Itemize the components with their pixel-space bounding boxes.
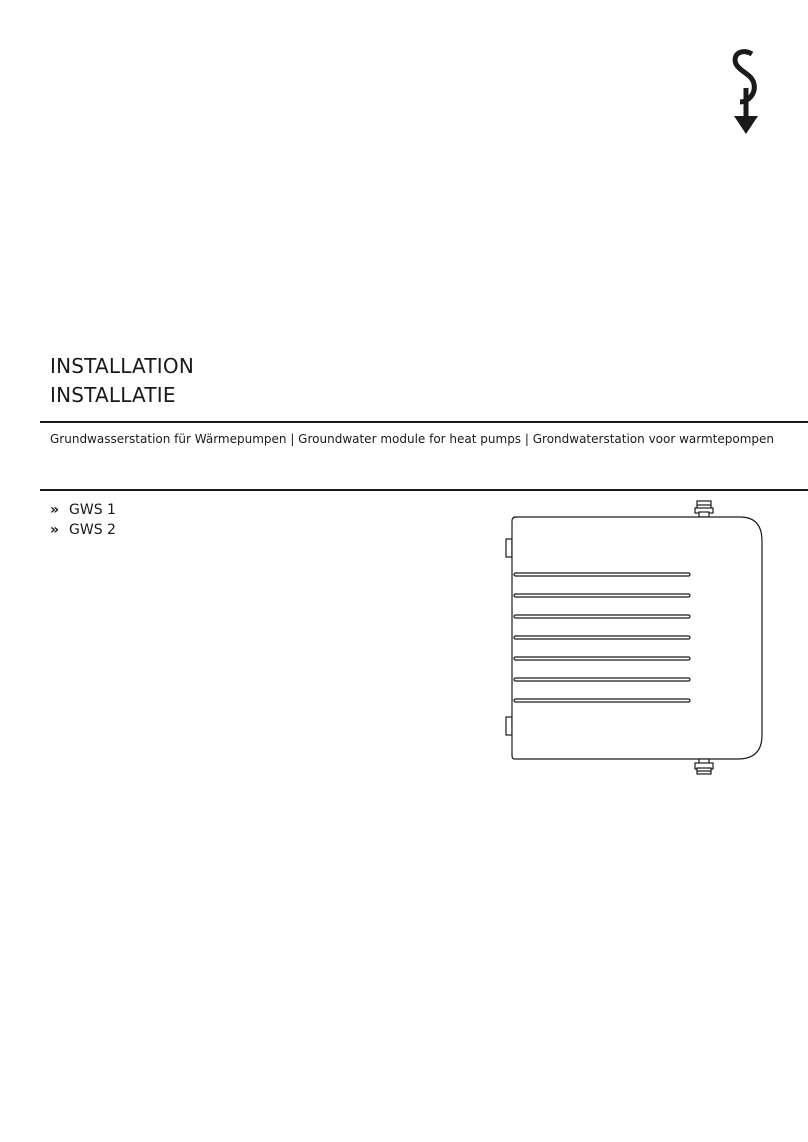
model-name: GWS 2 [69, 522, 116, 538]
model-name: GWS 1 [69, 502, 116, 518]
divider-bottom [40, 489, 808, 491]
divider-top [40, 421, 808, 423]
bullet-icon: » [50, 502, 60, 518]
groundwater-station-illustration-icon [500, 497, 770, 782]
model-item [50, 520, 116, 540]
document-title-secondary: INSTALLATIE [50, 383, 176, 407]
document-title-primary: INSTALLATION [50, 354, 194, 378]
title-block [50, 352, 194, 410]
brand-logo-icon [728, 48, 764, 138]
model-list [50, 500, 116, 540]
document-subtitle: Grundwasserstation für Wärmepumpen | Groundwater module for heat pumps | Grondwaterstation voor warmtepompen [50, 432, 775, 446]
bullet-icon: » [50, 522, 60, 538]
model-item [50, 500, 116, 520]
